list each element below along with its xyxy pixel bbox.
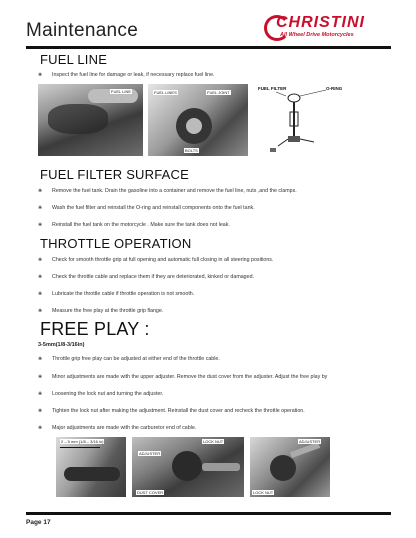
bullet-icon: ❀ — [38, 222, 43, 228]
free-play-bullet-3: ❀ Loosening the lock nut and turning the adjuster. — [38, 391, 164, 397]
fuel-joint-label: FUEL JOINT — [207, 90, 230, 95]
header-rule — [26, 46, 391, 49]
fuel-filter-label: FUEL FILTER — [258, 86, 287, 91]
free-play-spec: 3-5mm(1/8-3/16in) — [38, 342, 85, 348]
fuel-joint-photo — [148, 84, 248, 156]
throttle-grip-photo — [56, 437, 126, 497]
bullet-icon: ❀ — [38, 291, 43, 297]
adjuster-label: ADJUSTER — [139, 451, 161, 456]
fuel-line-photo-label: FUEL LINE — [111, 89, 132, 94]
free-play-bullet-2: ❀ Minor adjustments are made with the upper adjuster. Remove the dust cover from the adjuster. Adjust the free play by — [38, 374, 328, 380]
throttle-bullet-1: ❀ Check for smooth throttle grip at full opening and automatic full closing in all steering positions. — [38, 257, 274, 263]
fuel-filter-bullet-2: ❀ Wash the fuel filter and reinstall the O-ring and reinstall components onto the fuel tank. — [38, 205, 255, 211]
fuel-line-photo — [38, 84, 143, 156]
bullet-icon: ❀ — [38, 205, 43, 211]
bullet-icon: ❀ — [38, 274, 43, 280]
christini-logo — [262, 14, 390, 44]
carburetor-adjuster-photo — [250, 437, 330, 497]
lock-nut-label: LOCK NUT — [203, 439, 224, 444]
free-play-heading: FREE PLAY : — [40, 319, 150, 339]
o-ring-label: O-RING — [326, 86, 343, 91]
footer-rule — [26, 512, 391, 515]
bullet-icon: ❀ — [38, 374, 43, 380]
fuel-filter-diagram — [256, 84, 356, 156]
bullet-icon: ❀ — [38, 356, 43, 362]
throttle-heading: THROTTLE OPERATION — [40, 236, 192, 251]
free-play-bullet-1: ❀ Throttle grip free play can be adjusted at either end of the throttle cable. — [38, 356, 220, 362]
bullet-icon: ❀ — [38, 391, 43, 397]
logo-tagline: All Wheel Drive Motorcycles — [280, 32, 354, 38]
free-play-measure-label: 2 – 5 mm (1/8 – 3/16 in) — [61, 439, 104, 444]
dust-cover-label: DUST COVER — [137, 490, 164, 495]
fuel-filter-heading: FUEL FILTER SURFACE — [40, 167, 189, 182]
fuel-filter-bullet-3: ❀ Reinstall the fuel tank on the motorcycle . Make sure the tank does not leak. — [38, 222, 230, 228]
bullet-icon: ❀ — [38, 257, 43, 263]
fuel-line-heading: FUEL LINE — [40, 52, 108, 67]
fuel-filter-diagram-drawing — [256, 84, 356, 156]
throttle-bullet-4: ❀ Measure the free play at the throttle grip flange. — [38, 308, 164, 314]
fuel-line-bullet-1: ❀ Inspect the fuel line for damage or leak, if necessary replace fuel line. — [38, 72, 215, 78]
throttle-bullet-3: ❀ Lubricate the throttle cable if throttle operation is not smooth. — [38, 291, 195, 297]
bolts-label: BOLTS — [185, 148, 198, 153]
free-play-bullet-5: ❀ Major adjustments are made with the carburetor end of cable. — [38, 425, 197, 431]
bullet-icon: ❀ — [38, 188, 43, 194]
carb-adjuster-label: ADJUSTER — [299, 439, 321, 444]
throttle-bullet-2: ❀ Check the throttle cable and replace them if they are deteriorated, kinked or damaged. — [38, 274, 254, 280]
page-number: Page 17 — [26, 519, 51, 526]
page-title: Maintenance — [26, 20, 139, 41]
fuel-lines-label: FUEL LINES — [154, 90, 177, 95]
fuel-filter-bullet-1: ❀ Remove the fuel tank. Drain the gasoline into a container and remove the fuel line, nuts ,and the clamps. — [38, 188, 297, 194]
bullet-icon: ❀ — [38, 308, 43, 314]
bullet-icon: ❀ — [38, 408, 43, 414]
free-play-bullet-4: ❀ Tighten the lock nut after making the adjustment. Reinstall the dust cover and recheck the throttle operation. — [38, 408, 305, 414]
adjuster-photo — [132, 437, 244, 497]
carb-lock-nut-label: LOCK NUT — [253, 490, 274, 495]
bullet-icon: ❀ — [38, 425, 43, 431]
bullet-icon: ❀ — [38, 72, 43, 78]
logo-text: CHRISTINI — [276, 14, 365, 31]
